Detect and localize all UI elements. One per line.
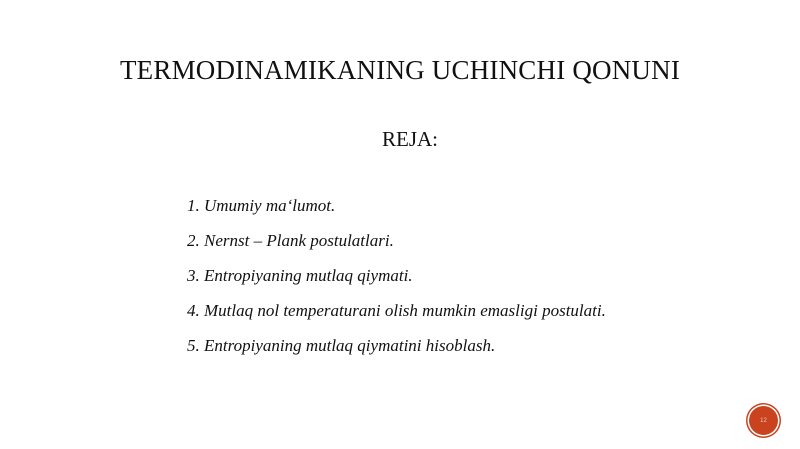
plan-item-2: 2. Nernst – Plank postulatlari. [187,231,394,250]
plan-list [187,194,657,369]
plan-heading: REJA: [382,127,439,151]
page-number-badge [749,406,778,435]
page-number: 12 [760,417,767,424]
plan-item-4: 4. Mutlaq nol temperaturani olish mumkin emasligi postulati. [187,301,606,320]
slide-title: TERMODINAMIKANING UCHINCHI QONUNI [119,55,681,85]
plan-item-1: 1. Umumiy ma‘lumot. [187,196,336,215]
plan-item-5: 5. Entropiyaning mutlaq qiymatini hisoblash. [187,336,496,355]
plan-item-3: 3. Entropiyaning mutlaq qiymati. [187,266,413,285]
